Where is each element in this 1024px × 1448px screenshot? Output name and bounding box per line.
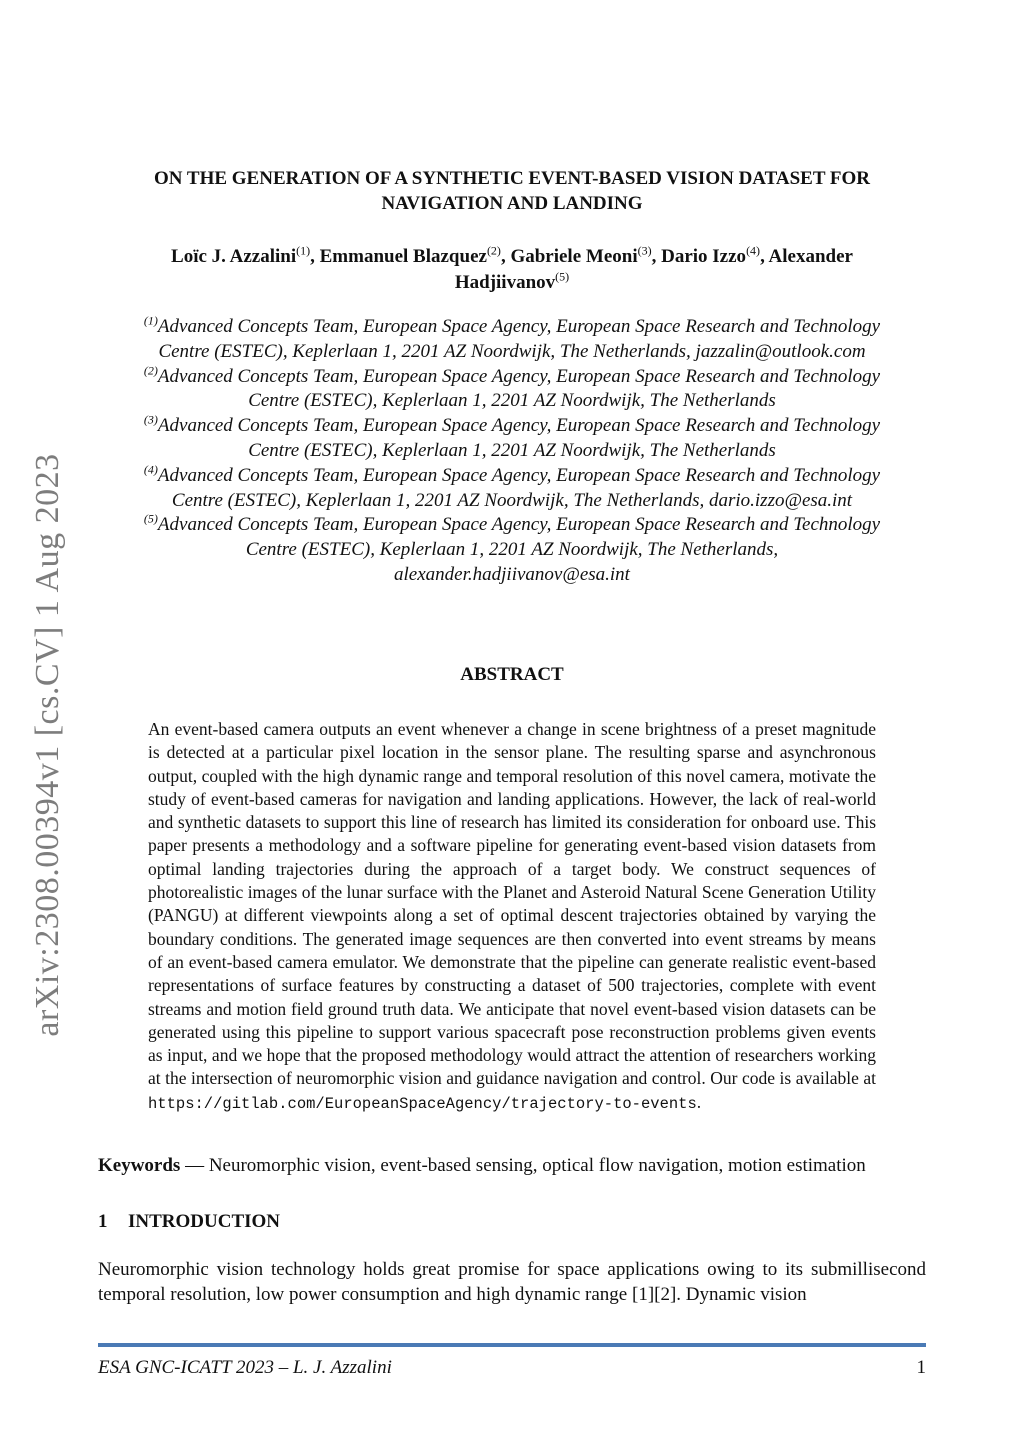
author-affiliation-marker: (4)	[746, 243, 761, 258]
affiliation-line: Centre (ESTEC), Keplerlaan 1, 2201 AZ Noordwijk, The Netherlands	[248, 439, 776, 461]
author-separator: ,	[500, 246, 511, 267]
affiliation-entry	[98, 414, 926, 464]
section-heading-introduction	[98, 1211, 280, 1233]
footer-running-title: ESA GNC-ICATT 2023 – L. J. Azzalini	[98, 1357, 392, 1378]
section-number: 1	[98, 1211, 108, 1232]
abstract-body-text: An event-based camera outputs an event whenever a change in scene brightness of a preset magnitude is detected at a particular pixel location in the sensor plane. The resulting sparse and asynchronous output, coupled with the high dynamic range and temporal resolution of this novel camera, motivate the study of event-based cameras for navigation and landing applications. However, the lack of real-world and synthetic datasets to support this line of research has limited its consideration for onboard use. This paper presents a methodology and a software pipeline for generating event-based vision datasets from optimal landing trajectories during the approach of a target body. We construct sequences of photorealistic images of the lunar surface with the Planet and Asteroid Natural Scene Generation Utility (PANGU) at different viewpoints along a set of optimal descent trajectories obtained by varying the boundary conditions. The generated image sequences are then converted into event streams by means of an event-based camera emulator. We demonstrate that the pipeline can generate realistic event-based representations of surface features by constructing a dataset of 500 trajectories, complete with event streams and motion field ground truth data. We anticipate that novel event-based vision datasets can be generated using this pipeline to support various spacecraft pose reconstruction problems given events as input, and we hope that the proposed methodology would attract the attention of researchers working at the intersection of neuromorphic vision and guidance navigation and control. Our code is available at	[148, 719, 876, 1089]
author-name: Gabriele Meoni	[510, 246, 638, 267]
paper-title	[100, 166, 924, 216]
affiliation-entry	[98, 365, 926, 415]
author-separator: ,	[651, 246, 662, 267]
author-name: Loïc J. Azzalini	[171, 246, 297, 267]
abstract-heading: ABSTRACT	[460, 664, 564, 685]
keywords-text: Neuromorphic vision, event-based sensing, optical flow navigation, motion estimation	[208, 1155, 866, 1176]
title-line-1: ON THE GENERATION OF A SYNTHETIC EVENT-BASED VISION DATASET FOR	[153, 168, 871, 189]
affiliation-list	[98, 315, 926, 588]
affiliation-marker: (3)	[143, 412, 158, 427]
footer-divider	[98, 1343, 926, 1347]
affiliation-marker: (4)	[143, 462, 158, 477]
affiliation-line: Advanced Concepts Team, European Space Agency, European Space Research and Technology	[157, 316, 881, 337]
author-affiliation-marker: (1)	[296, 243, 311, 258]
affiliation-email: alexander.hadjiivanov@esa.int	[394, 563, 630, 585]
affiliation-entry	[98, 315, 926, 365]
affiliation-line: Advanced Concepts Team, European Space Agency, European Space Research and Technology	[157, 514, 881, 536]
introduction-paragraph: Neuromorphic vision technology holds great promise for space applications owing to its submillisecond temporal resolution, low power consumption and high dynamic range [1][2]. Dynamic vision	[98, 1259, 926, 1305]
affiliation-line: Advanced Concepts Team, European Space Agency, European Space Research and Technology	[157, 415, 881, 437]
affiliation-marker: (2)	[143, 363, 158, 378]
author-separator: , Alexander	[760, 246, 853, 267]
affiliation-line: Centre (ESTEC), Keplerlaan 1, 2201 AZ Noordwijk, The Netherlands	[248, 390, 776, 412]
abstract-end-punctuation: .	[696, 1091, 702, 1112]
affiliation-line: Advanced Concepts Team, European Space Agency, European Space Research and Technology	[157, 365, 881, 387]
affiliation-entry	[98, 464, 926, 514]
affiliation-marker: (5)	[143, 512, 158, 527]
keywords-line	[98, 1155, 938, 1177]
author-name: Dario Izzo	[661, 246, 747, 267]
author-separator: ,	[310, 246, 320, 267]
affiliation-marker: (1)	[143, 313, 158, 328]
arxiv-identifier-stamp: arXiv:2308.00394v1 [cs.CV] 1 Aug 2023	[29, 453, 66, 1037]
author-name: Hadjiivanov	[454, 272, 556, 293]
author-name: Emmanuel Blazquez	[319, 246, 487, 267]
affiliation-line: Centre (ESTEC), Keplerlaan 1, 2201 AZ Noordwijk, The Netherlands, dario.izzo@esa.int	[171, 489, 853, 511]
keywords-label: Keywords	[98, 1155, 181, 1176]
affiliation-line: Advanced Concepts Team, European Space Agency, European Space Research and Technology	[157, 464, 881, 486]
section-title: INTRODUCTION	[128, 1211, 281, 1232]
keywords-dash: —	[180, 1155, 209, 1176]
affiliation-line: Centre (ESTEC), Keplerlaan 1, 2201 AZ Noordwijk, The Netherlands, jazzalin@outlook.com	[158, 340, 866, 362]
affiliation-entry	[98, 513, 926, 587]
author-affiliation-marker: (3)	[637, 243, 652, 258]
page-number: 1	[916, 1357, 926, 1378]
affiliation-line: Centre (ESTEC), Keplerlaan 1, 2201 AZ Noordwijk, The Netherlands,	[245, 539, 779, 561]
abstract-text	[148, 718, 876, 1116]
author-list	[100, 244, 924, 296]
code-repository-link[interactable]: https://gitlab.com/EuropeanSpaceAgency/trajectory-to-events	[148, 1094, 697, 1113]
author-affiliation-marker: (5)	[555, 269, 570, 284]
title-line-2: NAVIGATION AND LANDING	[381, 193, 643, 214]
author-affiliation-marker: (2)	[486, 243, 501, 258]
